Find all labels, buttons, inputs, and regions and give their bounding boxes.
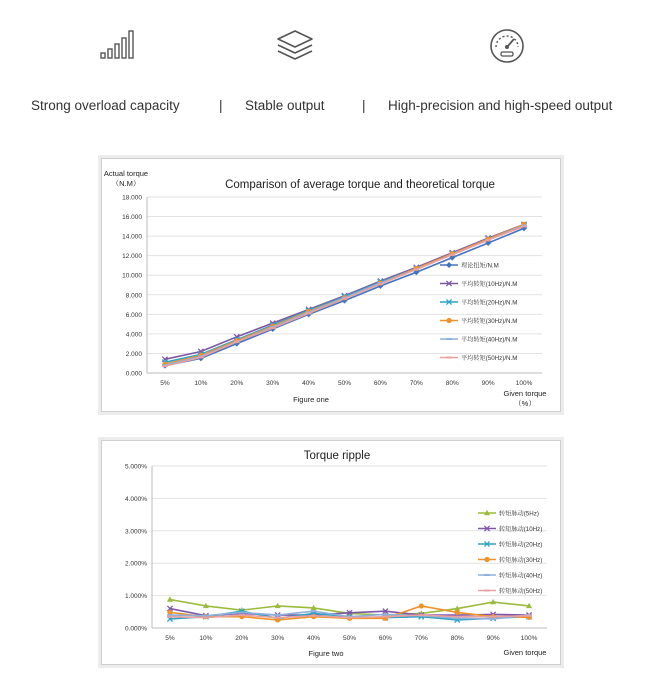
data-point (455, 610, 460, 615)
feature-label-overload: Strong overload capacity (31, 98, 180, 113)
y-tick-label: 18.000 (122, 194, 142, 202)
x-tick-label: 90% (486, 635, 500, 642)
x-tick-label: 20% (235, 635, 249, 642)
x-tick-label: 50% (342, 635, 357, 642)
x-tick-label: 10% (199, 635, 213, 642)
y-tick-label: 6.000 (125, 311, 142, 319)
torque-ripple-chart (102, 441, 560, 664)
chart-title: Torque ripple (303, 450, 371, 462)
x-tick-label: 5% (160, 380, 170, 387)
legend-label: 转矩脉动(50Hz) (499, 588, 543, 595)
y-tick-label: 4.000 (125, 331, 142, 339)
legend-label: 平均转矩(30Hz)/N.M (461, 318, 518, 325)
legend-label: 转矩脉动(10Hz) (499, 526, 543, 533)
data-point (419, 603, 424, 608)
y-tick-label: 0.000% (124, 625, 147, 633)
y-tick-label: 2.000% (124, 560, 147, 568)
x-tick-label: 30% (266, 380, 280, 387)
speedometer-icon (487, 26, 527, 66)
figure-caption: Figure one (293, 395, 329, 404)
y-axis-label: Actual torque (103, 169, 149, 178)
legend-label: 平均转矩(10Hz)/N.M (461, 281, 518, 288)
legend-label: 平均转矩(50Hz)/N.M (461, 355, 518, 362)
x-tick-label: 100% (515, 380, 533, 387)
legend-marker (484, 557, 489, 562)
x-tick-label: 70% (414, 635, 428, 642)
x-tick-label: 30% (271, 635, 285, 642)
signal-bars-icon (98, 26, 138, 66)
x-tick-label: 90% (481, 380, 495, 387)
separator: | (362, 98, 366, 113)
legend-marker (446, 318, 451, 323)
legend-label: 转矩脉动(40Hz) (499, 572, 543, 580)
chart-title: Comparison of average torque and theoretical torque (225, 179, 495, 191)
x-tick-label: 40% (302, 380, 316, 387)
y-axis-label: （N.M） (111, 179, 141, 188)
y-tick-label: 4.000% (124, 495, 147, 503)
layers-stack-icon (275, 26, 315, 66)
y-tick-label: 0.000 (125, 370, 142, 378)
separator: | (219, 98, 223, 113)
y-tick-label: 14.000 (122, 233, 142, 241)
legend-marker (446, 262, 452, 268)
legend-label: 转矩脉动(30Hz) (499, 557, 543, 564)
x-axis-label: （%） (514, 399, 536, 408)
y-tick-label: 12.000 (122, 253, 142, 261)
legend-label: 平均转矩(20Hz)/N.M (461, 299, 518, 307)
legend-label: 平均转矩(40Hz)/N.M (461, 336, 518, 344)
x-axis-label: Given torque (503, 389, 547, 398)
x-tick-label: 60% (378, 635, 392, 642)
torque-comparison-chart (102, 159, 560, 411)
feature-label-precision: High-precision and high-speed output (388, 98, 613, 113)
y-tick-label: 1.000% (124, 593, 147, 601)
legend-label: 转矩脉动(5Hz) (499, 510, 539, 518)
x-tick-label: 40% (307, 635, 321, 642)
torque-ripple-chart-panel (101, 440, 561, 665)
x-tick-label: 60% (373, 380, 387, 387)
y-tick-label: 16.000 (122, 214, 142, 222)
y-tick-label: 5.000% (124, 463, 147, 471)
x-tick-label: 70% (409, 380, 423, 387)
x-tick-label: 50% (337, 380, 352, 387)
figure-caption: Figure two (308, 649, 344, 658)
y-tick-label: 2.000 (125, 350, 142, 358)
x-tick-label: 10% (194, 380, 208, 387)
x-tick-label: 5% (165, 635, 175, 642)
x-axis-label: Given torque (503, 648, 547, 657)
x-tick-label: 80% (445, 380, 459, 387)
data-point (167, 596, 173, 601)
x-tick-label: 20% (230, 380, 244, 387)
torque-comparison-chart-panel (101, 158, 561, 412)
feature-label-stable: Stable output (245, 98, 325, 113)
y-tick-label: 8.000 (125, 292, 142, 300)
y-tick-label: 10.000 (122, 272, 142, 280)
x-tick-label: 80% (450, 635, 464, 642)
legend-label: 转矩脉动(20Hz) (499, 541, 543, 549)
y-tick-label: 3.000% (124, 528, 147, 536)
legend-label: 理论扭矩/N.M (461, 262, 499, 270)
x-tick-label: 100% (520, 635, 538, 642)
